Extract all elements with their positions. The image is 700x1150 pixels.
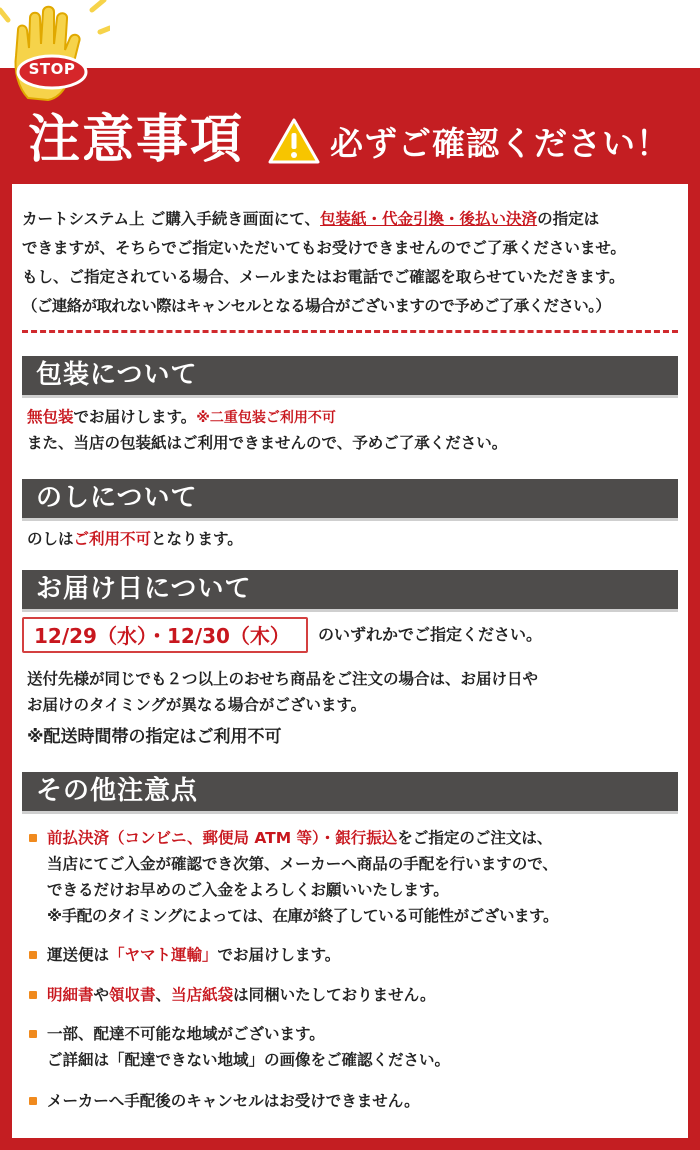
stop-label: STOP bbox=[28, 60, 76, 78]
other-item-2: 運送便は「ヤマト運輸」でお届けします。 bbox=[47, 946, 341, 964]
section-heading-wrapping: 包装について bbox=[22, 356, 678, 395]
intro-line-2: できますが、そちらでご指定いただいてもお受けできませんのでご了承くださいませ。 bbox=[22, 239, 626, 257]
delivery-dates-post: のいずれかでご指定ください。 bbox=[318, 625, 543, 644]
intro-line-4: （ご連絡が取れない際はキャンセルとなる場合がございますので予めご了承ください。） bbox=[22, 297, 611, 315]
bullet-icon bbox=[29, 991, 37, 999]
intro-line-1: カートシステム上 ご購入手続き画面にて、包装紙・代金引換・後払い決済の指定は bbox=[22, 210, 600, 228]
stop-hand-icon bbox=[0, 0, 110, 112]
wrapping-note: ※二重包装ご利用不可 bbox=[196, 410, 336, 426]
wrapping-line-2: また、当店の包装紙はご利用できませんので、予めご了承ください。 bbox=[27, 434, 508, 452]
delivery-note: ※配送時間帯の指定はご利用不可 bbox=[27, 727, 282, 747]
page-subtitle: 必ずご確認ください！ bbox=[330, 124, 670, 163]
other-item-3: 明細書や領収書、当店紙袋は同梱いたしておりません。 bbox=[47, 986, 436, 1004]
intro-highlight: 包装紙・代金引換・後払い決済 bbox=[320, 210, 538, 228]
bullet-icon bbox=[29, 1030, 37, 1038]
delivery-line-2: お届けのタイミングが異なる場合がございます。 bbox=[27, 696, 367, 714]
dashed-divider bbox=[22, 330, 678, 333]
section-heading-noshi: のしについて bbox=[22, 479, 678, 518]
section-heading-delivery: お届け日について bbox=[22, 570, 678, 609]
delivery-dates-box bbox=[22, 617, 308, 653]
intro-text bbox=[22, 205, 682, 321]
wrapping-line-1: 無包装でお届けします。※二重包装ご利用不可 bbox=[27, 408, 336, 426]
page-title: 注意事項 bbox=[28, 110, 245, 170]
bullet-icon bbox=[29, 951, 37, 959]
noshi-line: のしはご利用不可となります。 bbox=[27, 530, 243, 548]
intro-line-3: もし、ご指定されている場合、メールまたはお電話でご確認を取らせていただきます。 bbox=[22, 268, 625, 286]
other-item-1: 前払決済（コンビニ、郵便局 ATM 等）・銀行振込をご指定のご注文は、 当店にてご入金が確認でき次第、メーカーへ商品の手配を行いますので、 できるだけお早めのご入金をよろしくお願いいたします。 ※手配のタイミングによっては、在庫が終了している可能性がございます。 bbox=[47, 829, 559, 925]
other-item-4: 一部、配達不可能な地域がございます。 ご詳細は「配達できない地域」の画像をご確認ください。 bbox=[47, 1025, 451, 1069]
other-item-5: メーカーへ手配後のキャンセルはお受けできません。 bbox=[47, 1092, 420, 1110]
delivery-line-1: 送付先様が同じでも２つ以上のおせち商品をご注文の場合は、お届け日や bbox=[27, 670, 539, 688]
bullet-icon bbox=[29, 1097, 37, 1105]
bullet-icon bbox=[29, 834, 37, 842]
section-heading-other: その他注意点 bbox=[22, 772, 678, 811]
warning-icon bbox=[268, 118, 320, 164]
delivery-dates: 12/29（水）・12/30（木） bbox=[34, 624, 290, 648]
